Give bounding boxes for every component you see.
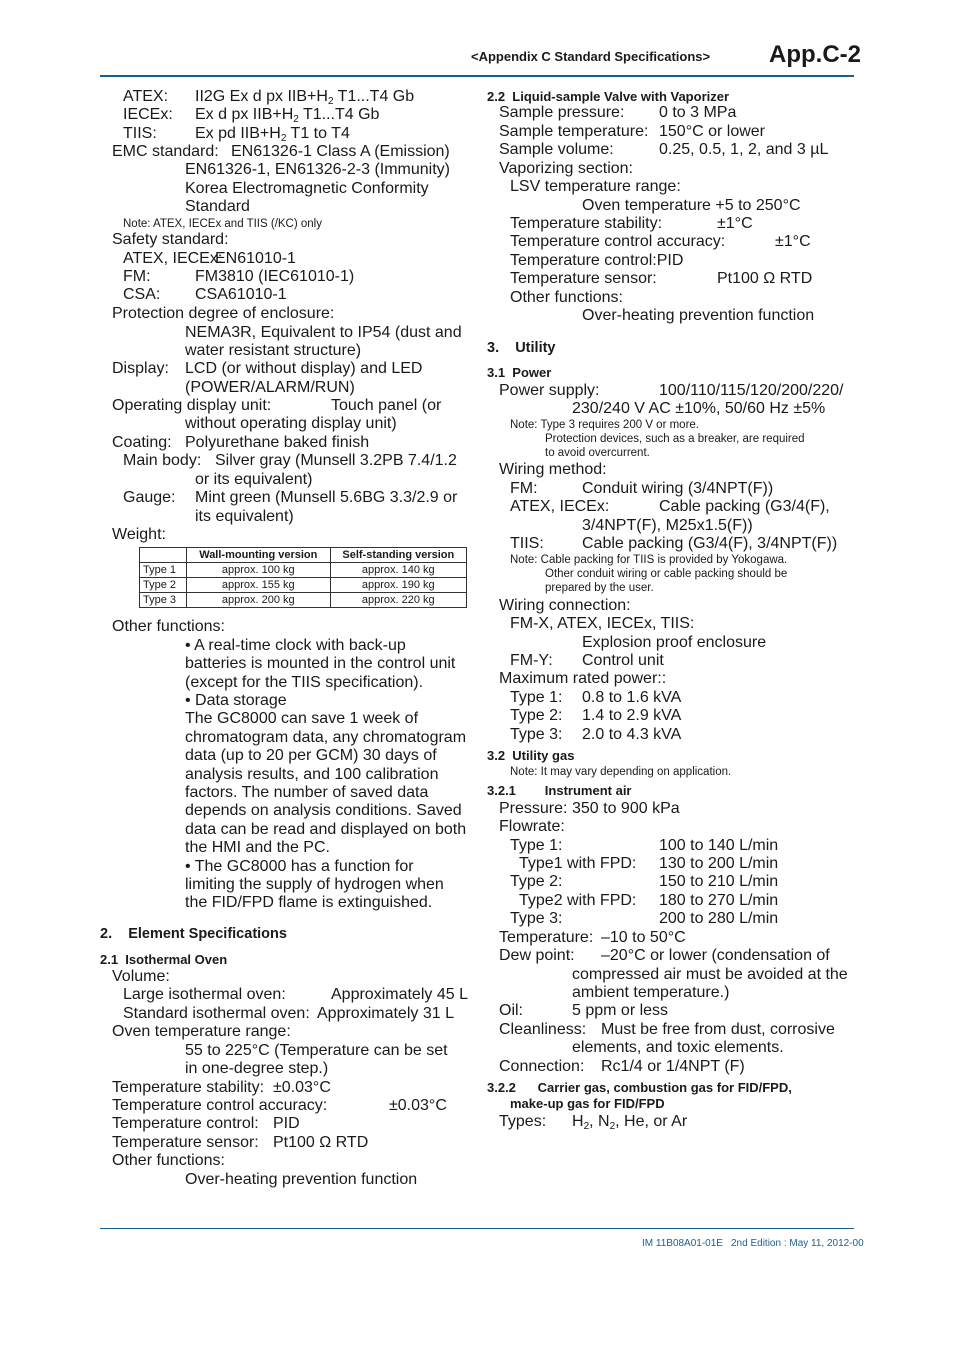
table-cell: approx. 100 kg (187, 563, 331, 578)
opdisp-label: Operating display unit: (112, 397, 272, 414)
oven-tsensor-label: Temperature sensor: (112, 1134, 259, 1151)
sample-temperature-value: 150°C or lower (659, 123, 765, 140)
section-3-1-title: 3.1 Power (487, 365, 552, 380)
emc-line-2: EN61326-1, EN61326-2-3 (Immunity) (185, 161, 451, 178)
max-power-type3-value: 2.0 to 4.3 kVA (582, 726, 682, 743)
gas-types-label: Types: (499, 1113, 547, 1130)
power-supply-label: Power supply: (499, 382, 600, 399)
mainbody-label: Main body: (123, 452, 202, 469)
other-functions-line: • A real-time clock with back-up (185, 637, 406, 654)
safety-csa-value: CSA61010-1 (195, 286, 287, 303)
large-oven-value: Approximately 45 L (331, 986, 468, 1003)
vap-other-value: Over-heating prevention function (582, 307, 815, 324)
wiring-atex-line-1: Cable packing (G3/4(F), (659, 498, 830, 515)
mainbody-line-2: or its equivalent) (195, 471, 313, 488)
gas-types-value: $H_2$, $N_2$, He, or Ar (572, 1113, 688, 1132)
sample-temperature-label: Sample temperature: (499, 123, 649, 140)
oven-range-line-2: in one-degree step.) (185, 1060, 329, 1077)
utility-gas-note: Note: It may vary depending on application. (510, 766, 732, 778)
wiring-fmx-label: FM-X, ATEX, IECEx, TIIS: (510, 615, 695, 632)
table-row (140, 578, 467, 593)
gauge-line-2: its equivalent) (195, 508, 294, 525)
max-power-label: Maximum rated power:: (499, 670, 667, 687)
flowrate-label: Flowrate: (499, 818, 565, 835)
emc-note: Note: ATEX, IECEx and TIIS (/KC) only (123, 218, 322, 230)
header-rule (100, 75, 854, 77)
sample-pressure-value: 0 to 3 MPa (659, 104, 737, 121)
flow-type3-value: 200 to 280 L/min (659, 910, 779, 927)
vap-tctrl: Temperature control:PID (510, 252, 684, 269)
table-cell: approx. 220 kg (330, 593, 466, 608)
other-functions-line: the HMI and the PC. (185, 839, 330, 856)
wiring-fm-label: FM: (510, 480, 538, 497)
safety-atex-value: EN61010-1 (215, 250, 296, 267)
oven-tsensor-value: Pt100 Ω RTD (273, 1134, 369, 1151)
other-functions-line: The GC8000 can save 1 week of (185, 710, 419, 727)
section-2-1-title: 2.1 Isothermal Oven (100, 952, 228, 967)
max-power-type3-label: Type 3: (510, 726, 563, 743)
section-3-title: 3. Utility (487, 340, 556, 356)
lsv-range-value: Oven temperature +5 to 250°C (582, 197, 801, 214)
tiis-label: TIIS: (123, 125, 157, 142)
other-functions-line: (except for the TIIS specification). (185, 674, 424, 691)
vap-tsens-value: Pt100 Ω RTD (717, 270, 813, 287)
protection-line-2: water resistant structure) (185, 342, 362, 359)
display-line-1: LCD (or without display) and LED (185, 360, 423, 377)
max-power-type2-label: Type 2: (510, 707, 563, 724)
flow-type2fpd-label: Type2 with FPD: (519, 892, 637, 909)
safety-csa-label: CSA: (123, 286, 161, 303)
oil-label: Oil: (499, 1002, 523, 1019)
volume-label: Volume: (112, 968, 170, 985)
power-note-3: to avoid overcurrent. (545, 447, 650, 459)
header-section-title: <Appendix C Standard Specifications> (471, 49, 711, 64)
table-cell: Type 1 (140, 563, 187, 578)
flow-type2-label: Type 2: (510, 873, 563, 890)
other-functions-line: data can be read and displayed on both (185, 821, 467, 838)
other-functions-line: factors. The number of saved data (185, 784, 429, 801)
section-2-title: 2. Element Specifications (100, 926, 287, 942)
sample-pressure-label: Sample pressure: (499, 104, 625, 121)
power-supply-line-2: 230/240 V AC ±10%, 50/60 Hz ±5% (572, 400, 826, 417)
wiring-method-label: Wiring method: (499, 461, 607, 478)
lsv-range-label: LSV temperature range: (510, 178, 681, 195)
vap-tstab-label: Temperature stability: (510, 215, 663, 232)
cleanliness-label: Cleanliness: (499, 1021, 587, 1038)
max-power-type1-label: Type 1: (510, 689, 563, 706)
table-cell: approx. 155 kg (187, 578, 331, 593)
footer-rule (100, 1228, 854, 1229)
max-power-type2-value: 1.4 to 2.9 kVA (582, 707, 682, 724)
vap-tacc-value: ±1°C (775, 233, 811, 250)
footer-doc-id: IM 11B08A01-01E (642, 1238, 723, 1249)
sample-volume-label: Sample volume: (499, 141, 614, 158)
vap-tacc-label: Temperature control accuracy: (510, 233, 726, 250)
connection-label: Connection: (499, 1058, 585, 1075)
air-temperature-value: –10 to 50°C (601, 929, 686, 946)
iecex-label: IECEx: (123, 106, 173, 123)
safety-fm-label: FM: (123, 268, 151, 285)
flow-type2-value: 150 to 210 L/min (659, 873, 779, 890)
wiring-tiis-label: TIIS: (510, 535, 544, 552)
table-row (140, 563, 467, 578)
display-label: Display: (112, 360, 169, 377)
wiring-note-3: prepared by the user. (545, 582, 654, 594)
vap-tstab-value: ±1°C (717, 215, 753, 232)
footer-edition: 2nd Edition : May 11, 2012-00 (731, 1238, 864, 1249)
other-functions-line: • Data storage (185, 692, 287, 709)
power-supply-line-1: 100/110/115/120/200/220/ (659, 382, 844, 399)
oil-value: 5 ppm or less (572, 1002, 669, 1019)
coating-value: Polyurethane baked finish (185, 434, 370, 451)
emc-line-4: Standard (185, 198, 250, 215)
sample-volume-value: 0.25, 0.5, 1, 2, and 3 µL (659, 141, 829, 158)
wiring-fmx-value: Explosion proof enclosure (582, 634, 767, 651)
oven-other-value: Over-heating prevention function (185, 1171, 418, 1188)
table-row (140, 593, 467, 608)
max-power-type1-value: 0.8 to 1.6 kVA (582, 689, 682, 706)
table-cell: approx. 200 kg (187, 593, 331, 608)
opdisp-line-1: Touch panel (or (331, 397, 442, 414)
oven-tctrlacc-label: Temperature control accuracy: (112, 1097, 328, 1114)
weight-table-header-row (140, 548, 467, 563)
wiring-tiis-value: Cable packing (G3/4(F), 3/4NPT(F)) (582, 535, 838, 552)
large-oven-label: Large isothermal oven: (123, 986, 286, 1003)
table-cell: Type 2 (140, 578, 187, 593)
table-cell: approx. 190 kg (330, 578, 466, 593)
air-pressure-value: 350 to 900 kPa (572, 800, 680, 817)
weight-table (139, 547, 467, 608)
flow-type1-value: 100 to 140 L/min (659, 837, 779, 854)
emc-label: EMC standard: (112, 143, 219, 160)
standard-oven-label: Standard isothermal oven: (123, 1005, 310, 1022)
flow-type1fpd-value: 130 to 200 L/min (659, 855, 779, 872)
oven-tstab-value: ±0.03°C (273, 1079, 331, 1096)
wiring-fmy-value: Control unit (582, 652, 664, 669)
emc-line-1: EN61326-1 Class A (Emission) (231, 143, 450, 160)
safety-label: Safety standard: (112, 231, 229, 248)
air-temperature-label: Temperature: (499, 929, 594, 946)
oven-tctrl-value: PID (273, 1115, 300, 1132)
wiring-fm-value: Conduit wiring (3/4NPT(F)) (582, 480, 774, 497)
table-cell: approx. 140 kg (330, 563, 466, 578)
other-functions-line: the FID/FPD flame is extinguished. (185, 894, 433, 911)
iecex-value: Ex d px $IIB+H_2$ T1...T4 Gb (195, 106, 380, 125)
safety-atex-label: ATEX, IECEx: (123, 250, 223, 267)
opdisp-line-2: without operating display unit) (185, 415, 397, 432)
other-functions-line: • The GC8000 has a function for (185, 858, 414, 875)
weight-label: Weight: (112, 526, 166, 543)
weight-table-header: Self-standing version (330, 548, 466, 563)
tiis-value: Ex pd $IIB+H_2$ T1 to T4 (195, 125, 350, 144)
flow-type3-label: Type 3: (510, 910, 563, 927)
display-line-2: (POWER/ALARM/RUN) (185, 379, 355, 396)
oven-range-line-1: 55 to 225°C (Temperature can be set (185, 1042, 448, 1059)
dew-point-label: Dew point: (499, 947, 575, 964)
wiring-connection-label: Wiring connection: (499, 597, 631, 614)
cleanliness-line-2: elements, and toxic elements. (572, 1039, 784, 1056)
dew-point-line-3: ambient temperature.) (572, 984, 730, 1001)
emc-line-3: Korea Electromagnetic Conformity (185, 180, 429, 197)
other-functions-line: batteries is mounted in the control unit (185, 655, 456, 672)
protection-line-1: NEMA3R, Equivalent to IP54 (dust and (185, 324, 462, 341)
vap-other-label: Other functions: (510, 289, 623, 306)
section-3-2-2-title-cont: make-up gas for FID/FPD (510, 1096, 665, 1111)
wiring-note-2: Other conduit wiring or cable packing should be (545, 568, 788, 580)
power-note-1: Note: Type 3 requires 200 V or more. (510, 419, 699, 431)
coating-label: Coating: (112, 434, 172, 451)
gauge-line-1: Mint green (Munsell 5.6BG 3.3/2.9 or (195, 489, 458, 506)
vap-tsens-label: Temperature sensor: (510, 270, 657, 287)
section-3-2-1-title: 3.2.1 Instrument air (487, 783, 632, 798)
weight-table-header: Wall-mounting version (187, 548, 331, 563)
section-3-2-2-title: 3.2.2 Carrier gas, combustion gas for FID/FPD, (487, 1080, 792, 1095)
mainbody-line-1: Silver gray (Munsell 3.2PB 7.4/1.2 (215, 452, 457, 469)
standard-oven-value: Approximately 31 L (317, 1005, 454, 1022)
gauge-label: Gauge: (123, 489, 176, 506)
wiring-atex-line-2: 3/4NPT(F), M25x1.5(F)) (582, 517, 753, 534)
oven-other-label: Other functions: (112, 1152, 225, 1169)
dew-point-line-1: –20°C or lower (condensation of (601, 947, 830, 964)
vaporizing-label: Vaporizing section: (499, 160, 633, 177)
dew-point-line-2: compressed air must be avoided at the (572, 966, 848, 983)
table-cell: Type 3 (140, 593, 187, 608)
flow-type1fpd-label: Type1 with FPD: (519, 855, 637, 872)
wiring-fmy-label: FM-Y: (510, 652, 553, 669)
other-functions-line: analysis results, and 100 calibration (185, 766, 439, 783)
power-note-2: Protection devices, such as a breaker, are required (545, 433, 805, 445)
safety-fm-value: FM3810 (IEC61010-1) (195, 268, 355, 285)
cleanliness-line-1: Must be free from dust, corrosive (601, 1021, 835, 1038)
wiring-atex-label: ATEX, IECEx: (510, 498, 610, 515)
section-3-2-title: 3.2 Utility gas (487, 748, 575, 763)
flow-type1-label: Type 1: (510, 837, 563, 854)
flow-type2fpd-value: 180 to 270 L/min (659, 892, 779, 909)
oven-tstab-label: Temperature stability: (112, 1079, 265, 1096)
oven-range-label: Oven temperature range: (112, 1023, 291, 1040)
other-functions-line: depends on analysis conditions. Saved (185, 802, 462, 819)
atex-value: II2G Ex d px $IIB+H_2$ T1...T4 Gb (195, 88, 415, 107)
connection-value: Rc1/4 or 1/4NPT (F) (601, 1058, 745, 1075)
page-number: App.C-2 (769, 41, 861, 68)
atex-label: ATEX: (123, 88, 169, 105)
other-functions-line: data (up to 20 per GCM) 30 days of (185, 747, 437, 764)
other-functions-label: Other functions: (112, 618, 225, 635)
other-functions-line: limiting the supply of hydrogen when (185, 876, 444, 893)
other-functions-line: chromatogram data, any chromatogram (185, 729, 467, 746)
oven-tctrl-label: Temperature control: (112, 1115, 259, 1132)
protection-label: Protection degree of enclosure: (112, 305, 335, 322)
wiring-note-1: Note: Cable packing for TIIS is provided by Yokogawa. (510, 554, 788, 566)
weight-table-header (140, 548, 187, 563)
oven-tctrlacc-value: ±0.03°C (389, 1097, 447, 1114)
section-2-2-title: 2.2 Liquid-sample Valve with Vaporizer (487, 89, 730, 104)
air-pressure-label: Pressure: (499, 800, 568, 817)
